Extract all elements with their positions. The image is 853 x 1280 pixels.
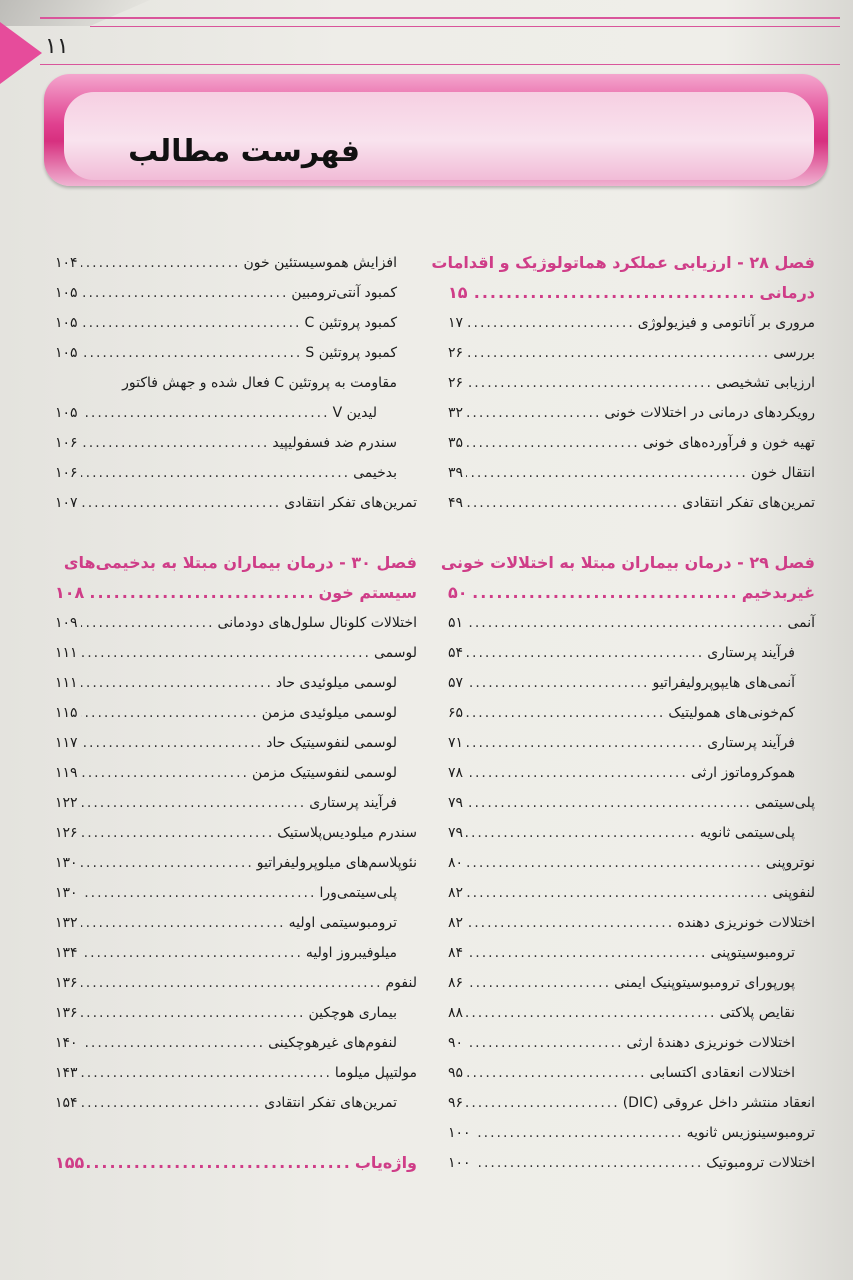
entry-title: رویکردهای درمانی در اختلالات خونی	[604, 405, 815, 421]
leader-dots	[81, 608, 215, 638]
leader-dots	[81, 998, 306, 1028]
toc-entry[interactable]	[55, 608, 417, 638]
toc-entry[interactable]	[448, 698, 815, 728]
toc-entry[interactable]	[448, 338, 815, 368]
entry-title: سندرم میلودیس‌پلاستیک	[277, 825, 417, 841]
page-ref: ۱۷	[448, 315, 464, 331]
header-rule-bottom	[40, 64, 840, 65]
toc-entry[interactable]	[55, 1058, 417, 1088]
toc-entry[interactable]	[448, 818, 815, 848]
page-ref: ۱۵۵	[55, 1153, 85, 1172]
entry-title: ارزیابی تشخیصی	[715, 375, 815, 391]
entry-title: کمبود پروتئین S	[305, 345, 397, 361]
entry-title: لنفوم	[385, 975, 417, 991]
entry-title: تمرین‌های تفکر انتقادی	[284, 495, 417, 511]
leader-dots	[81, 968, 383, 998]
leader-dots	[81, 248, 241, 278]
entry-title: بیماری هوچکین	[308, 1005, 397, 1021]
page-ref: ۱۱۱	[55, 645, 78, 661]
toc-entry[interactable]	[448, 908, 815, 938]
toc-entry[interactable]	[448, 938, 815, 968]
toc-entry-cont[interactable]	[55, 398, 417, 428]
page-ref: ۱۰۵	[55, 315, 78, 331]
entry-title: کمبود پروتئین C	[304, 315, 397, 331]
page-ref: ۱۵	[448, 283, 468, 302]
entry-title: لوسمی	[374, 645, 417, 661]
toc-entry[interactable]	[55, 1028, 417, 1058]
toc-entry[interactable]	[55, 488, 417, 518]
toc-column-right	[431, 248, 815, 1178]
leader-dots	[81, 818, 275, 848]
leader-dots	[466, 968, 611, 998]
toc-entry[interactable]	[55, 248, 417, 278]
toc-entry[interactable]	[448, 458, 815, 488]
page-ref: ۱۴۰	[55, 1035, 78, 1051]
toc-entry[interactable]	[55, 668, 417, 698]
chapter-title-cont: سیستم خون	[318, 583, 417, 602]
toc-entry[interactable]	[55, 818, 417, 848]
leader-dots	[81, 638, 371, 668]
toc-entry[interactable]	[448, 368, 815, 398]
page-ref: ۷۸	[448, 765, 464, 781]
toc-entry[interactable]	[448, 398, 815, 428]
chapter-title-cont: درمانی	[759, 283, 815, 302]
leader-dots	[474, 1118, 684, 1148]
entry-title: سندرم ضد فسفولیپید	[272, 435, 397, 451]
page-ref: ۹۰	[448, 1035, 464, 1051]
spacer	[55, 518, 417, 548]
chapter-tab-marker	[0, 22, 42, 84]
entry-title: فرآیند پرستاری	[707, 735, 795, 751]
toc-entry[interactable]	[55, 338, 417, 368]
toc-entry[interactable]	[55, 788, 417, 818]
leader-dots	[81, 488, 282, 518]
page-ref: ۸۴	[448, 945, 464, 961]
entry-title: لوسمی میلوئیدی حاد	[275, 675, 397, 691]
page-ref: ۸۰	[448, 855, 464, 871]
toc-column-left	[55, 248, 417, 1178]
leader-dots	[81, 878, 317, 908]
toc-entry[interactable]	[55, 968, 417, 998]
chapter-title: فصل ۲۸ - ارزیابی عملکرد هماتولوژیک و اقدامات	[431, 253, 815, 272]
entry-title: آنمی‌های هایپوپرولیفراتیو	[652, 675, 795, 691]
entry-title: لوسمی لنفوسیتیک مزمن	[251, 765, 397, 781]
leader-dots	[466, 458, 748, 488]
entry-title: اختلالات انعقادی اکتسابی	[649, 1065, 795, 1081]
page-ref: ۱۱۵	[55, 705, 78, 721]
toc-entry[interactable]	[55, 368, 417, 398]
leader-dots	[466, 638, 704, 668]
page-ref: ۱۰۸	[55, 583, 85, 602]
page-ref: ۵۴	[448, 645, 464, 661]
page-number: ۱۱	[45, 34, 69, 59]
page-ref: ۷۱	[448, 735, 464, 751]
chapter-title-line	[448, 278, 815, 308]
toc-entry[interactable]	[55, 728, 417, 758]
leader-dots	[87, 578, 315, 608]
chapter-title-cont: غیربدخیم	[741, 583, 815, 602]
page-ref: ۷۹	[448, 825, 464, 841]
toc-entry[interactable]	[448, 1148, 815, 1178]
leader-dots	[466, 908, 674, 938]
page-ref: ۱۳۲	[55, 915, 78, 931]
page-ref: ۶۵	[448, 705, 464, 721]
leader-dots	[466, 308, 635, 338]
chapter-title-line	[448, 578, 815, 608]
leader-dots	[466, 998, 716, 1028]
toc-entry[interactable]	[448, 968, 815, 998]
toc-entry[interactable]	[55, 998, 417, 1028]
leader-dots	[466, 878, 769, 908]
chapter-heading[interactable]	[431, 248, 815, 308]
toc-entry[interactable]	[55, 458, 417, 488]
entry-title: ترومبوسیتوپنی	[710, 945, 795, 961]
page-ref: ۲۶	[448, 375, 464, 391]
toc-entry[interactable]	[55, 308, 417, 338]
toc-entry[interactable]	[448, 848, 815, 878]
page-ref: ۷۹	[448, 795, 464, 811]
chapter-title-line	[55, 578, 417, 608]
leader-dots	[81, 668, 273, 698]
page-ref: ۱۴۳	[55, 1065, 78, 1081]
entry-title: مقاومت به پروتئین C فعال شده و جهش فاکتور	[122, 375, 397, 391]
leader-dots	[81, 698, 259, 728]
toc-entry[interactable]	[55, 1088, 417, 1118]
page-ref: ۲۶	[448, 345, 464, 361]
toc-entry[interactable]	[55, 638, 417, 668]
page-ref: ۵۷	[448, 675, 464, 691]
leader-dots	[81, 728, 264, 758]
entry-title: تمرین‌های تفکر انتقادی	[682, 495, 815, 511]
entry-title: بررسی	[773, 345, 815, 361]
chapter-title-line	[55, 548, 417, 578]
entry-title: اختلالات ترومبوتیک	[706, 1155, 815, 1171]
leader-dots	[466, 698, 665, 728]
page-ref: ۱۱۱	[55, 675, 78, 691]
leader-dots	[81, 398, 330, 428]
leader-dots	[466, 608, 784, 638]
entry-title: ترومبوسینوزیس ثانویه	[686, 1125, 815, 1141]
toc-entry[interactable]	[55, 908, 417, 938]
leader-dots	[81, 1058, 332, 1088]
toc-entry[interactable]	[55, 698, 417, 728]
chapter-title-line	[440, 548, 815, 578]
leader-dots	[466, 728, 704, 758]
entry-title: پلی‌سیتمی‌ورا	[319, 885, 397, 901]
page-ref: ۵۰	[448, 583, 468, 602]
chapter-heading[interactable]	[440, 548, 815, 608]
leader-dots	[471, 578, 739, 608]
leader-dots	[87, 1148, 352, 1178]
toc-entry[interactable]	[448, 1028, 815, 1058]
page-ref: ۱۰۴	[55, 255, 78, 271]
leader-dots	[81, 908, 286, 938]
page-ref: ۴۹	[448, 495, 464, 511]
leader-dots	[81, 848, 254, 878]
toc-entry[interactable]	[448, 1088, 815, 1118]
entry-title: لنفوم‌های غیرهوچکینی	[268, 1035, 397, 1051]
page-ref: ۸۸	[448, 1005, 464, 1021]
entry-title: آنمی	[787, 615, 815, 631]
entry-title: انتقال خون	[750, 465, 815, 481]
leader-dots	[466, 1058, 647, 1088]
toc-entry[interactable]	[55, 848, 417, 878]
toc-entry[interactable]	[55, 938, 417, 968]
toc-entry[interactable]	[448, 788, 815, 818]
entry-title: اختلالات کلونال سلول‌های دودمانی	[217, 615, 417, 631]
toc-entry[interactable]	[448, 668, 815, 698]
entry-title: لوسمی لنفوسیتیک حاد	[266, 735, 397, 751]
page-ref: ۱۱۹	[55, 765, 78, 781]
leader-dots	[466, 488, 679, 518]
chapter-title-line	[55, 1148, 417, 1178]
entry-title: ترومبوسیتمی اولیه	[288, 915, 397, 931]
toc-entry[interactable]	[55, 758, 417, 788]
toc-entry[interactable]	[448, 608, 815, 638]
chapter-title-line	[431, 248, 815, 278]
entry-title: تهیه خون و فرآورده‌های خونی	[642, 435, 815, 451]
leader-dots	[81, 1088, 262, 1118]
toc-entry[interactable]	[448, 488, 815, 518]
page-ref: ۳۵	[448, 435, 464, 451]
page-ref: ۱۰۵	[55, 345, 78, 361]
page-ref: ۹۵	[448, 1065, 464, 1081]
leader-dots	[466, 428, 640, 458]
toc-entry[interactable]	[448, 1058, 815, 1088]
toc-entry[interactable]	[55, 878, 417, 908]
toc-entry[interactable]	[448, 638, 815, 668]
page-ref: ۱۰۶	[55, 435, 78, 451]
header-rule	[40, 17, 840, 19]
toc-entry[interactable]	[448, 878, 815, 908]
leader-dots	[466, 368, 713, 398]
leader-dots	[81, 308, 302, 338]
chapter-heading[interactable]	[55, 548, 417, 608]
toc-entry[interactable]	[448, 728, 815, 758]
page-ref: ۱۰۰	[448, 1155, 471, 1171]
page-ref: ۵۱	[448, 615, 464, 631]
leader-dots	[466, 338, 770, 368]
toc-entry[interactable]	[448, 758, 815, 788]
page-corner	[0, 0, 150, 26]
entry-title: کم‌خونی‌های همولیتیک	[668, 705, 795, 721]
entry-title: پورپورای ترومبوسیتوپنیک ایمنی	[614, 975, 795, 991]
toc-entry[interactable]	[55, 278, 417, 308]
page-ref: ۱۰۶	[55, 465, 78, 481]
page-ref: ۱۲۲	[55, 795, 78, 811]
spacer	[448, 518, 815, 548]
page-ref: ۳۲	[448, 405, 464, 421]
chapter-title: فصل ۲۹ - درمان بیماران مبتلا به اختلالات خونی	[440, 553, 815, 572]
entry-title: کمبود آنتی‌ترومبین	[291, 285, 397, 301]
page-ref: ۸۲	[448, 885, 464, 901]
entry-title: نئوپلاسم‌های میلوپرولیفراتیو	[256, 855, 417, 871]
entry-title: نقایص پلاکتی	[719, 1005, 795, 1021]
leader-dots	[81, 1028, 266, 1058]
leader-dots	[81, 428, 270, 458]
leader-dots	[466, 1088, 620, 1118]
page-ref: ۱۰۵	[55, 285, 78, 301]
entry-title: اختلالات خونریزی دهندهٔ ارثی	[626, 1035, 795, 1051]
chapter-title: واژه‌یاب	[354, 1153, 417, 1172]
leader-dots	[466, 848, 763, 878]
entry-title: فرآیند پرستاری	[707, 645, 795, 661]
entry-title: پلی‌سیتمی ثانویه	[699, 825, 795, 841]
page-ref: ۱۲۶	[55, 825, 78, 841]
leader-dots	[471, 278, 757, 308]
entry-title: انعقاد منتشر داخل عروقی (DIC)	[622, 1095, 815, 1111]
toc-entry[interactable]	[55, 428, 417, 458]
page-ref: ۱۰۵	[55, 405, 78, 421]
entry-title: افزایش هموسیستئین خون	[243, 255, 397, 271]
page-ref: ۱۳۰	[55, 885, 78, 901]
chapter-heading[interactable]	[55, 1148, 417, 1178]
page-ref: ۸۲	[448, 915, 464, 931]
entry-title: پلی‌سیتمی	[754, 795, 815, 811]
entry-title: نوتروپنی	[765, 855, 815, 871]
page-ref: ۱۱۷	[55, 735, 78, 751]
entry-title: لوسمی میلوئیدی مزمن	[261, 705, 397, 721]
leader-dots	[466, 668, 649, 698]
page-ref: ۱۰۷	[55, 495, 78, 511]
leader-dots	[466, 938, 707, 968]
page-ref: ۹۶	[448, 1095, 464, 1111]
page-ref: ۱۳۶	[55, 1005, 78, 1021]
header-rule-thin	[90, 26, 840, 27]
leader-dots	[81, 788, 307, 818]
page-ref: ۱۰۰	[448, 1125, 471, 1141]
entry-title: میلوفیبروز اولیه	[305, 945, 397, 961]
leader-dots	[466, 758, 688, 788]
leader-dots	[81, 938, 303, 968]
page-ref: ۸۶	[448, 975, 464, 991]
entry-title: لنفوپنی	[772, 885, 815, 901]
entry-title: مروری بر آناتومی و فیزیولوژی	[637, 315, 815, 331]
toc-entry[interactable]	[448, 998, 815, 1028]
page-ref: ۱۳۴	[55, 945, 78, 961]
leader-dots	[81, 458, 351, 488]
toc-entry[interactable]	[448, 428, 815, 458]
page-ref: ۱۳۶	[55, 975, 78, 991]
toc-entry[interactable]	[448, 1118, 815, 1148]
leader-dots	[81, 758, 249, 788]
toc-entry[interactable]	[448, 308, 815, 338]
leader-dots	[474, 1148, 704, 1178]
page-ref: ۱۰۹	[55, 615, 78, 631]
entry-title: تمرین‌های تفکر انتقادی	[264, 1095, 397, 1111]
leader-dots	[466, 818, 697, 848]
leader-dots	[81, 338, 303, 368]
spacer	[55, 1118, 417, 1148]
leader-dots	[81, 278, 289, 308]
page-ref: ۱۵۴	[55, 1095, 78, 1111]
chapter-title: فصل ۳۰ - درمان بیماران مبتلا به بدخیمی‌های	[63, 553, 417, 572]
leader-dots	[466, 788, 752, 818]
page-ref: ۱۳۰	[55, 855, 78, 871]
entry-title-cont: لیدین V	[332, 405, 377, 421]
page-ref: ۳۹	[448, 465, 464, 481]
entry-title: اختلالات خونریزی دهنده	[677, 915, 815, 931]
entry-title: بدخیمی	[353, 465, 397, 481]
leader-dots	[466, 1028, 623, 1058]
adjacent-page-edge	[834, 80, 853, 220]
entry-title: فرآیند پرستاری	[309, 795, 397, 811]
entry-title: هموکروماتوز ارثی	[690, 765, 795, 781]
leader-dots	[466, 398, 601, 428]
page-title: فهرست مطالب	[128, 134, 360, 169]
entry-title: مولتیپل میلوما	[334, 1065, 417, 1081]
